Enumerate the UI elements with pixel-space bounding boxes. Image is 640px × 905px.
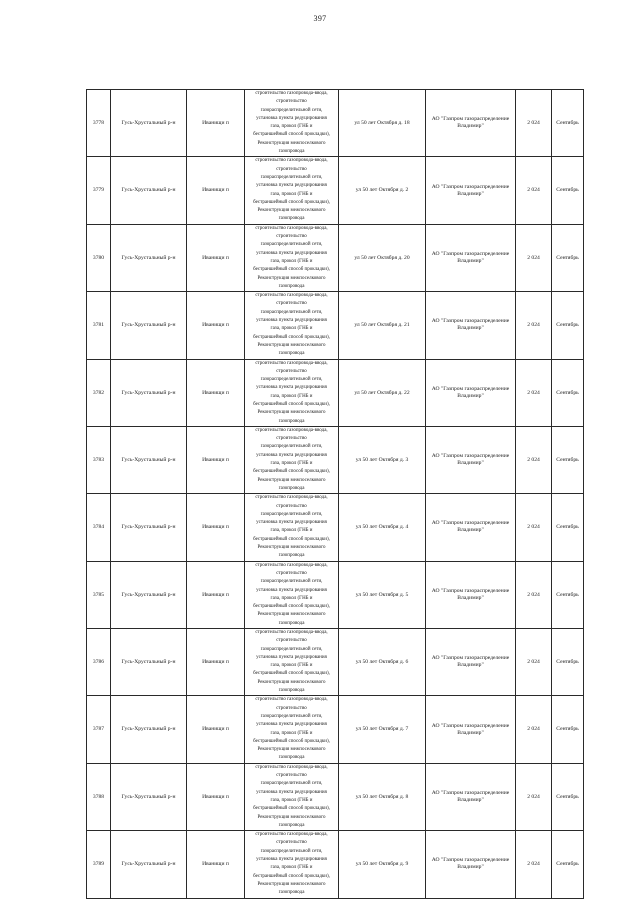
work-description-line: газопровода <box>278 620 305 626</box>
work-description-line: бестраншейный способ прокладки), <box>253 604 330 610</box>
work-description-line: Реконструкция межпоселкового <box>257 140 326 146</box>
work-description-line: строительство <box>276 705 307 711</box>
address-cell: ул 50 лет Октября д. 9 <box>339 831 426 898</box>
work-description-line: газа, прокол (ГНБ и <box>270 730 313 736</box>
district-cell: Гусь-Хрустальный р-н <box>111 90 187 157</box>
work-description-line: установка пункта редуцирования <box>256 587 327 593</box>
page-number: 397 <box>313 14 327 23</box>
address-cell: ул 50 лет Октября д. 21 <box>339 292 426 359</box>
work-description-line: газораспределительной сети, <box>260 646 323 652</box>
address-cell: ул 50 лет Октября д. 3 <box>339 426 426 493</box>
work-description-line: бестраншейный способ прокладки), <box>253 671 330 677</box>
table-row <box>87 696 584 763</box>
row-number: 3783 <box>87 426 111 493</box>
settlement-cell: Иванищи п <box>187 696 245 763</box>
work-description-line: строительство газопровода-ввода, <box>255 630 328 635</box>
table-row <box>87 359 584 426</box>
organization-cell: АО "Газпром газораспределение Владимир" <box>426 157 516 224</box>
settlement-cell: Иванищи п <box>187 292 245 359</box>
district-cell: Гусь-Хрустальный р-н <box>111 494 187 561</box>
work-description-line: строительство <box>276 638 307 644</box>
work-description-line: бестраншейный способ прокладки), <box>253 536 330 542</box>
address-cell: ул 50 лет Октября д. 20 <box>339 224 426 291</box>
table-row <box>87 224 584 291</box>
work-description-line: строительство <box>276 166 307 172</box>
work-description-line: строительство <box>276 773 307 779</box>
address-cell: ул 50 лет Октября д. 4 <box>339 494 426 561</box>
work-description-line: газопровода <box>278 755 305 761</box>
district-cell: Гусь-Хрустальный р-н <box>111 292 187 359</box>
address-cell: ул 50 лет Октября д. 5 <box>339 561 426 628</box>
settlement-cell: Иванищи п <box>187 426 245 493</box>
work-description-cell <box>245 426 339 493</box>
work-description-cell <box>245 494 339 561</box>
work-description-line: Реконструкция межпоселкового <box>257 612 326 618</box>
work-description-line: строительство <box>276 99 307 105</box>
district-cell: Гусь-Хрустальный р-н <box>111 763 187 830</box>
district-cell: Гусь-Хрустальный р-н <box>111 426 187 493</box>
work-description-line: газопровода <box>278 890 305 896</box>
table-row <box>87 629 584 696</box>
work-description-line: Реконструкция межпоселкового <box>257 477 326 483</box>
work-description-line: строительство газопровода-ввода, <box>255 427 328 433</box>
work-description-line: газораспределительной сети, <box>260 713 323 719</box>
work-description-line: бестраншейный способ прокладки), <box>253 132 330 138</box>
work-description-line: установка пункта редуцирования <box>256 452 327 458</box>
work-description-line: установка пункта редуцирования <box>256 722 327 728</box>
year-cell: 2 024 <box>516 696 552 763</box>
table-row <box>87 561 584 628</box>
work-description-line: газораспределительной сети, <box>260 377 323 383</box>
work-description-line: Реконструкция межпоселкового <box>257 275 326 281</box>
settlement-cell: Иванищи п <box>187 561 245 628</box>
table-row <box>87 157 584 224</box>
settlement-cell: Иванищи п <box>187 494 245 561</box>
organization-cell: АО "Газпром газораспределение Владимир" <box>426 224 516 291</box>
work-description-cell <box>245 696 339 763</box>
work-description-line: газа, прокол (ГНБ и <box>270 191 313 197</box>
work-description-line: газа, прокол (ГНБ и <box>270 393 313 399</box>
work-description-line: строительство газопровода-ввода, <box>255 764 328 770</box>
work-description-line: установка пункта редуцирования <box>256 857 327 863</box>
work-description-line: установка пункта редуцирования <box>256 115 327 121</box>
work-description-line: Реконструкция межпоселкового <box>257 881 326 887</box>
organization-cell: АО "Газпром газораспределение Владимир" <box>426 359 516 426</box>
year-cell: 2 024 <box>516 763 552 830</box>
gasification-register-table <box>86 89 584 899</box>
organization-cell: АО "Газпром газораспределение Владимир" <box>426 292 516 359</box>
work-description-line: бестраншейный способ прокладки), <box>253 469 330 475</box>
work-description-line: газораспределительной сети, <box>260 848 323 854</box>
row-number: 3786 <box>87 629 111 696</box>
organization-cell: АО "Газпром газораспределение Владимир" <box>426 696 516 763</box>
district-cell: Гусь-Хрустальный р-н <box>111 629 187 696</box>
work-description-cell <box>245 359 339 426</box>
work-description-line: Реконструкция межпоселкового <box>257 747 326 753</box>
work-description-line: установка пункта редуцирования <box>256 250 327 256</box>
month-cell: Сентябрь <box>552 763 584 830</box>
work-description-line: строительство <box>276 570 307 576</box>
row-number: 3784 <box>87 494 111 561</box>
work-description-line: бестраншейный способ прокладки), <box>253 401 330 407</box>
work-description-cell <box>245 831 339 898</box>
work-description-line: газа, прокол (ГНБ и <box>270 865 313 871</box>
settlement-cell: Иванищи п <box>187 90 245 157</box>
work-description-line: газораспределительной сети, <box>260 309 323 315</box>
row-number: 3779 <box>87 157 111 224</box>
year-cell: 2 024 <box>516 157 552 224</box>
table-row <box>87 831 584 898</box>
work-description-line: газопровода <box>278 485 305 491</box>
work-description-line: Реконструкция межпоселкового <box>257 410 326 416</box>
work-description-line: бестраншейный способ прокладки), <box>253 806 330 812</box>
work-description-line: Реконструкция межпоселкового <box>257 208 326 214</box>
month-cell: Сентябрь <box>552 292 584 359</box>
row-number: 3789 <box>87 831 111 898</box>
year-cell: 2 024 <box>516 629 552 696</box>
work-description-cell <box>245 157 339 224</box>
work-description-line: газопровода <box>278 283 305 289</box>
work-description-line: Реконструкция межпоселкового <box>257 545 326 551</box>
month-cell: Сентябрь <box>552 561 584 628</box>
work-description-line: Реконструкция межпоселкового <box>257 679 326 685</box>
work-description-line: строительство газопровода-ввода, <box>255 293 328 299</box>
organization-cell: АО "Газпром газораспределение Владимир" <box>426 494 516 561</box>
month-cell: Сентябрь <box>552 629 584 696</box>
year-cell: 2 024 <box>516 224 552 291</box>
settlement-cell: Иванищи п <box>187 629 245 696</box>
work-description-line: Реконструкция межпоселкового <box>257 814 326 820</box>
organization-cell: АО "Газпром газораспределение Владимир" <box>426 831 516 898</box>
table-row <box>87 90 584 157</box>
work-description-cell <box>245 292 339 359</box>
work-description-line: установка пункта редуцирования <box>256 520 327 526</box>
work-description-line: установка пункта редуцирования <box>256 385 327 391</box>
row-number: 3788 <box>87 763 111 830</box>
organization-cell: АО "Газпром газораспределение Владимир" <box>426 426 516 493</box>
work-description-line: газораспределительной сети, <box>260 579 323 585</box>
year-cell: 2 024 <box>516 494 552 561</box>
month-cell: Сентябрь <box>552 494 584 561</box>
work-description-line: газопровода <box>278 216 305 222</box>
work-description-line: строительство газопровода-ввода, <box>255 562 328 568</box>
year-cell: 2 024 <box>516 90 552 157</box>
work-description-line: строительство газопровода-ввода, <box>255 360 328 366</box>
table-row <box>87 763 584 830</box>
work-description-line: газа, прокол (ГНБ и <box>270 124 313 130</box>
district-cell: Гусь-Хрустальный р-н <box>111 561 187 628</box>
address-cell: ул 50 лет Октября д. 18 <box>339 90 426 157</box>
address-cell: ул 50 лет Октября д. 8 <box>339 763 426 830</box>
row-number: 3781 <box>87 292 111 359</box>
work-description-line: газопровода <box>278 418 305 424</box>
work-description-cell <box>245 763 339 830</box>
work-description-line: газа, прокол (ГНБ и <box>270 258 313 264</box>
work-description-cell <box>245 224 339 291</box>
table-row <box>87 292 584 359</box>
row-number: 3780 <box>87 224 111 291</box>
work-description-line: бестраншейный способ прокладки), <box>253 873 330 879</box>
work-description-line: строительство газопровода-ввода, <box>255 697 328 703</box>
work-description-cell <box>245 561 339 628</box>
work-description-line: газопровода <box>278 553 305 559</box>
district-cell: Гусь-Хрустальный р-н <box>111 359 187 426</box>
work-description-line: строительство газопровода-ввода, <box>255 225 328 231</box>
settlement-cell: Иванищи п <box>187 831 245 898</box>
work-description-line: строительство <box>276 436 307 442</box>
register-body <box>87 90 584 899</box>
address-cell: ул 50 лет Октября д. 6 <box>339 629 426 696</box>
organization-cell: АО "Газпром газораспределение Владимир" <box>426 629 516 696</box>
table-row <box>87 494 584 561</box>
work-description-line: газа, прокол (ГНБ и <box>270 528 313 534</box>
work-description-line: строительство газопровода-ввода, <box>255 832 328 838</box>
row-number: 3785 <box>87 561 111 628</box>
work-description-line: строительство <box>276 840 307 846</box>
work-description-line: газопровода <box>278 351 305 357</box>
settlement-cell: Иванищи п <box>187 763 245 830</box>
year-cell: 2 024 <box>516 831 552 898</box>
work-description-line: установка пункта редуцирования <box>256 654 327 660</box>
work-description-line: бестраншейный способ прокладки), <box>253 334 330 340</box>
work-description-line: газораспределительной сети, <box>260 107 323 113</box>
work-description-line: газопровода <box>278 688 305 694</box>
month-cell: Сентябрь <box>552 157 584 224</box>
settlement-cell: Иванищи п <box>187 359 245 426</box>
work-description-line: газораспределительной сети, <box>260 174 323 180</box>
month-cell: Сентябрь <box>552 696 584 763</box>
work-description-line: газораспределительной сети, <box>260 444 323 450</box>
work-description-line: установка пункта редуцирования <box>256 789 327 795</box>
work-description-line: газа, прокол (ГНБ и <box>270 663 313 669</box>
work-description-line: строительство газопровода-ввода, <box>255 158 328 164</box>
address-cell: ул 50 лет Октября д. 2 <box>339 157 426 224</box>
address-cell: ул 50 лет Октября д. 22 <box>339 359 426 426</box>
organization-cell: АО "Газпром газораспределение Владимир" <box>426 561 516 628</box>
work-description-line: строительство <box>276 503 307 509</box>
work-description-line: газа, прокол (ГНБ и <box>270 595 313 601</box>
work-description-line: строительство газопровода-ввода, <box>255 495 328 501</box>
district-cell: Гусь-Хрустальный р-н <box>111 224 187 291</box>
work-description-line: бестраншейный способ прокладки), <box>253 267 330 273</box>
organization-cell: АО "Газпром газораспределение Владимир" <box>426 90 516 157</box>
row-number: 3787 <box>87 696 111 763</box>
work-description-line: Реконструкция межпоселкового <box>257 342 326 348</box>
work-description-cell <box>245 90 339 157</box>
settlement-cell: Иванищи п <box>187 224 245 291</box>
month-cell: Сентябрь <box>552 224 584 291</box>
address-cell: ул 50 лет Октября д. 7 <box>339 696 426 763</box>
work-description-line: газа, прокол (ГНБ и <box>270 797 313 803</box>
year-cell: 2 024 <box>516 561 552 628</box>
month-cell: Сентябрь <box>552 831 584 898</box>
table-row <box>87 426 584 493</box>
month-cell: Сентябрь <box>552 359 584 426</box>
work-description-line: газопровода <box>278 822 305 828</box>
work-description-line: газораспределительной сети, <box>260 242 323 248</box>
organization-cell: АО "Газпром газораспределение Владимир" <box>426 763 516 830</box>
month-cell: Сентябрь <box>552 426 584 493</box>
work-description-line: строительство <box>276 301 307 307</box>
work-description-line: газа, прокол (ГНБ и <box>270 326 313 332</box>
row-number: 3782 <box>87 359 111 426</box>
work-description-line: газа, прокол (ГНБ и <box>270 461 313 467</box>
work-description-line: установка пункта редуцирования <box>256 318 327 324</box>
month-cell: Сентябрь <box>552 90 584 157</box>
row-number: 3778 <box>87 90 111 157</box>
work-description-line: бестраншейный способ прокладки), <box>253 738 330 744</box>
settlement-cell: Иванищи п <box>187 157 245 224</box>
work-description-line: установка пункта редуцирования <box>256 183 327 189</box>
district-cell: Гусь-Хрустальный р-н <box>111 157 187 224</box>
work-description-line: газораспределительной сети, <box>260 781 323 787</box>
work-description-line: бестраншейный способ прокладки), <box>253 199 330 205</box>
district-cell: Гусь-Хрустальный р-н <box>111 831 187 898</box>
district-cell: Гусь-Хрустальный р-н <box>111 696 187 763</box>
work-description-line: строительство <box>276 368 307 374</box>
work-description-line: газораспределительной сети, <box>260 511 323 517</box>
work-description-line: строительство газопровода-ввода, <box>255 91 328 96</box>
year-cell: 2 024 <box>516 359 552 426</box>
year-cell: 2 024 <box>516 426 552 493</box>
work-description-line: строительство <box>276 234 307 240</box>
work-description-cell <box>245 629 339 696</box>
work-description-line: газопровода <box>278 149 305 155</box>
year-cell: 2 024 <box>516 292 552 359</box>
